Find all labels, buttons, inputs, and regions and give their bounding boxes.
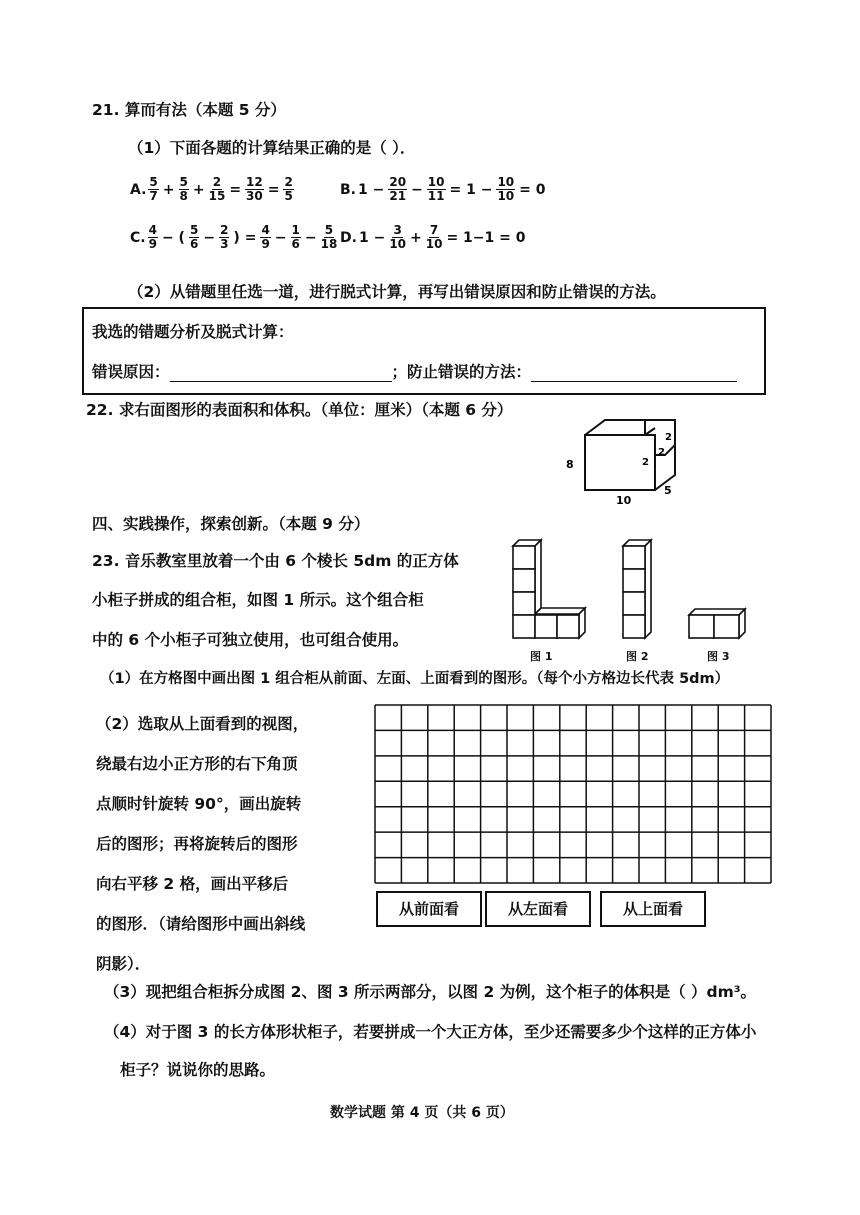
cuboid-top-edge	[585, 420, 645, 435]
figure-3-label: 图 3	[707, 650, 730, 663]
figure-3	[689, 609, 745, 638]
q23-sub3: （3）现把组合柜拆分成图 2、图 3 所示两部分，以图 2 为例，这个柜子的体积是（ ）dm³。	[104, 983, 757, 1001]
option-c-letter: C.	[130, 229, 146, 246]
option-a: A. $\frac{5}{7}$ + $\frac{5}{8}$ + $\frac{2}{15}$ = $\frac{12}{30}$ = $\frac{2}{5}$	[130, 175, 293, 203]
q23-sub2-line: 的图形．（请给图形中画出斜线	[96, 915, 306, 933]
q23-sub2	[96, 704, 308, 984]
fraction: $\frac{2}{15}$	[208, 175, 226, 203]
view-left-label: 从左面看	[485, 891, 591, 927]
fraction: $\frac{20}{21}$	[389, 175, 407, 203]
q23-sub2-line: （2）选取从上面看到的视图，	[96, 715, 309, 733]
cuboid-figure	[560, 410, 690, 510]
fraction: $\frac{2}{3}$	[220, 223, 229, 251]
cube-figures	[505, 538, 765, 666]
dim-height: 8	[566, 458, 574, 471]
figure-1-label: 图 1	[530, 650, 553, 663]
dim-depth: 5	[664, 484, 672, 497]
q21-title: 21. 算而有法（本题 5 分）	[92, 101, 286, 119]
q21-sub1: （1）下面各题的计算结果正确的是（ ）．	[128, 139, 416, 157]
dim-cut-3: 2	[642, 457, 649, 468]
dim-cut-2: 2	[658, 447, 665, 458]
figure-1	[513, 540, 585, 638]
figure-2-label: 图 2	[626, 650, 649, 663]
fraction: $\frac{4}{9}$	[261, 223, 270, 251]
option-b-letter: B.	[340, 181, 356, 198]
fraction: $\frac{5}{8}$	[179, 175, 188, 203]
fraction: $\frac{1}{6}$	[291, 223, 300, 251]
square-grid[interactable]	[374, 704, 772, 884]
dim-cut-1: 2	[665, 432, 672, 443]
answer-box-prompt: 我选的错题分析及脱式计算：	[92, 323, 294, 341]
prevent-label: 防止错误的方法：	[407, 363, 532, 381]
fraction: $\frac{12}{30}$	[246, 175, 263, 203]
section4-title: 四、实践操作，探索创新。（本题 9 分）	[92, 515, 370, 533]
view-front-label: 从前面看	[376, 891, 482, 927]
q23-intro-line3: 中的 6 个小柜子可独立使用，也可组合使用。	[92, 631, 409, 649]
option-a-letter: A.	[130, 181, 147, 198]
dim-width: 10	[616, 494, 632, 507]
page-footer: 数学试题 第 4 页（共 6 页）	[330, 1105, 514, 1121]
fraction: $\frac{5}{18}$	[320, 223, 338, 251]
q23-intro-line1: 23. 音乐教室里放着一个由 6 个棱长 5dm 的正方体	[92, 552, 459, 570]
reason-label: 错误原因：	[92, 363, 170, 381]
fraction: $\frac{3}{10}$	[389, 223, 407, 251]
fraction: $\frac{5}{7}$	[149, 175, 158, 203]
reason-blank[interactable]	[170, 367, 392, 382]
q23-intro-line2: 小柜子拼成的组合柜，如图 1 所示。这个组合柜	[92, 591, 424, 609]
cuboid-right-edge	[655, 435, 675, 490]
q22-title: 22. 求右面图形的表面积和体积。（单位：厘米）（本题 6 分）	[86, 401, 513, 419]
q23-sub2-line: 点顺时针旋转 90°，画出旋转	[96, 795, 302, 813]
fraction: $\frac{2}{5}$	[284, 175, 293, 203]
fraction: $\frac{5}{6}$	[189, 223, 199, 251]
option-c: C. $\frac{4}{9}$ − ( $\frac{5}{6}$ − $\frac{2}{3}$ ) = $\frac{4}{9}$ − $\frac{1}{6}$ − $\frac{5}{18}$	[130, 223, 338, 251]
q23-sub2-line: 阴影）．	[96, 955, 151, 973]
q23-sub2-line: 绕最右边小正方形的右下角顶	[96, 755, 298, 773]
answer-box-reason-row: 错误原因： ； 防止错误的方法：	[92, 360, 737, 382]
option-d-letter: D.	[340, 229, 357, 246]
option-b: B. 1 − $\frac{20}{21}$ − $\frac{10}{11}$ = 1 − $\frac{10}{10}$ = 0	[340, 175, 546, 203]
q21-sub2: （2）从错题里任选一道，进行脱式计算，再写出错误原因和防止错误的方法。	[128, 283, 666, 301]
view-top-label: 从上面看	[600, 891, 706, 927]
fraction: $\frac{10}{11}$	[427, 175, 445, 203]
option-d: D. 1 − $\frac{3}{10}$ + $\frac{7}{10}$ = 1−1 = 0	[340, 223, 526, 251]
q23-sub1: （1）在方格图中画出图 1 组合柜从前面、左面、上面看到的图形。（每个小方格边长代表 5dm）	[100, 671, 730, 687]
prevent-blank[interactable]	[531, 367, 737, 382]
q23-sub2-line: 向右平移 2 格，画出平移后	[96, 875, 289, 893]
q23-sub4-line2: 柜子？说说你的思路。	[120, 1061, 276, 1079]
fraction: $\frac{7}{10}$	[425, 223, 443, 251]
fraction: $\frac{4}{9}$	[148, 223, 157, 251]
fraction: $\frac{10}{10}$	[497, 175, 515, 203]
q23-sub2-line: 后的图形；再将旋转后的图形	[96, 835, 298, 853]
figure-2	[623, 540, 651, 638]
q23-sub4-line1: （4）对于图 3 的长方体形状柜子，若要拼成一个大正方体，至少还需要多少个这样的正方体小	[104, 1023, 757, 1041]
